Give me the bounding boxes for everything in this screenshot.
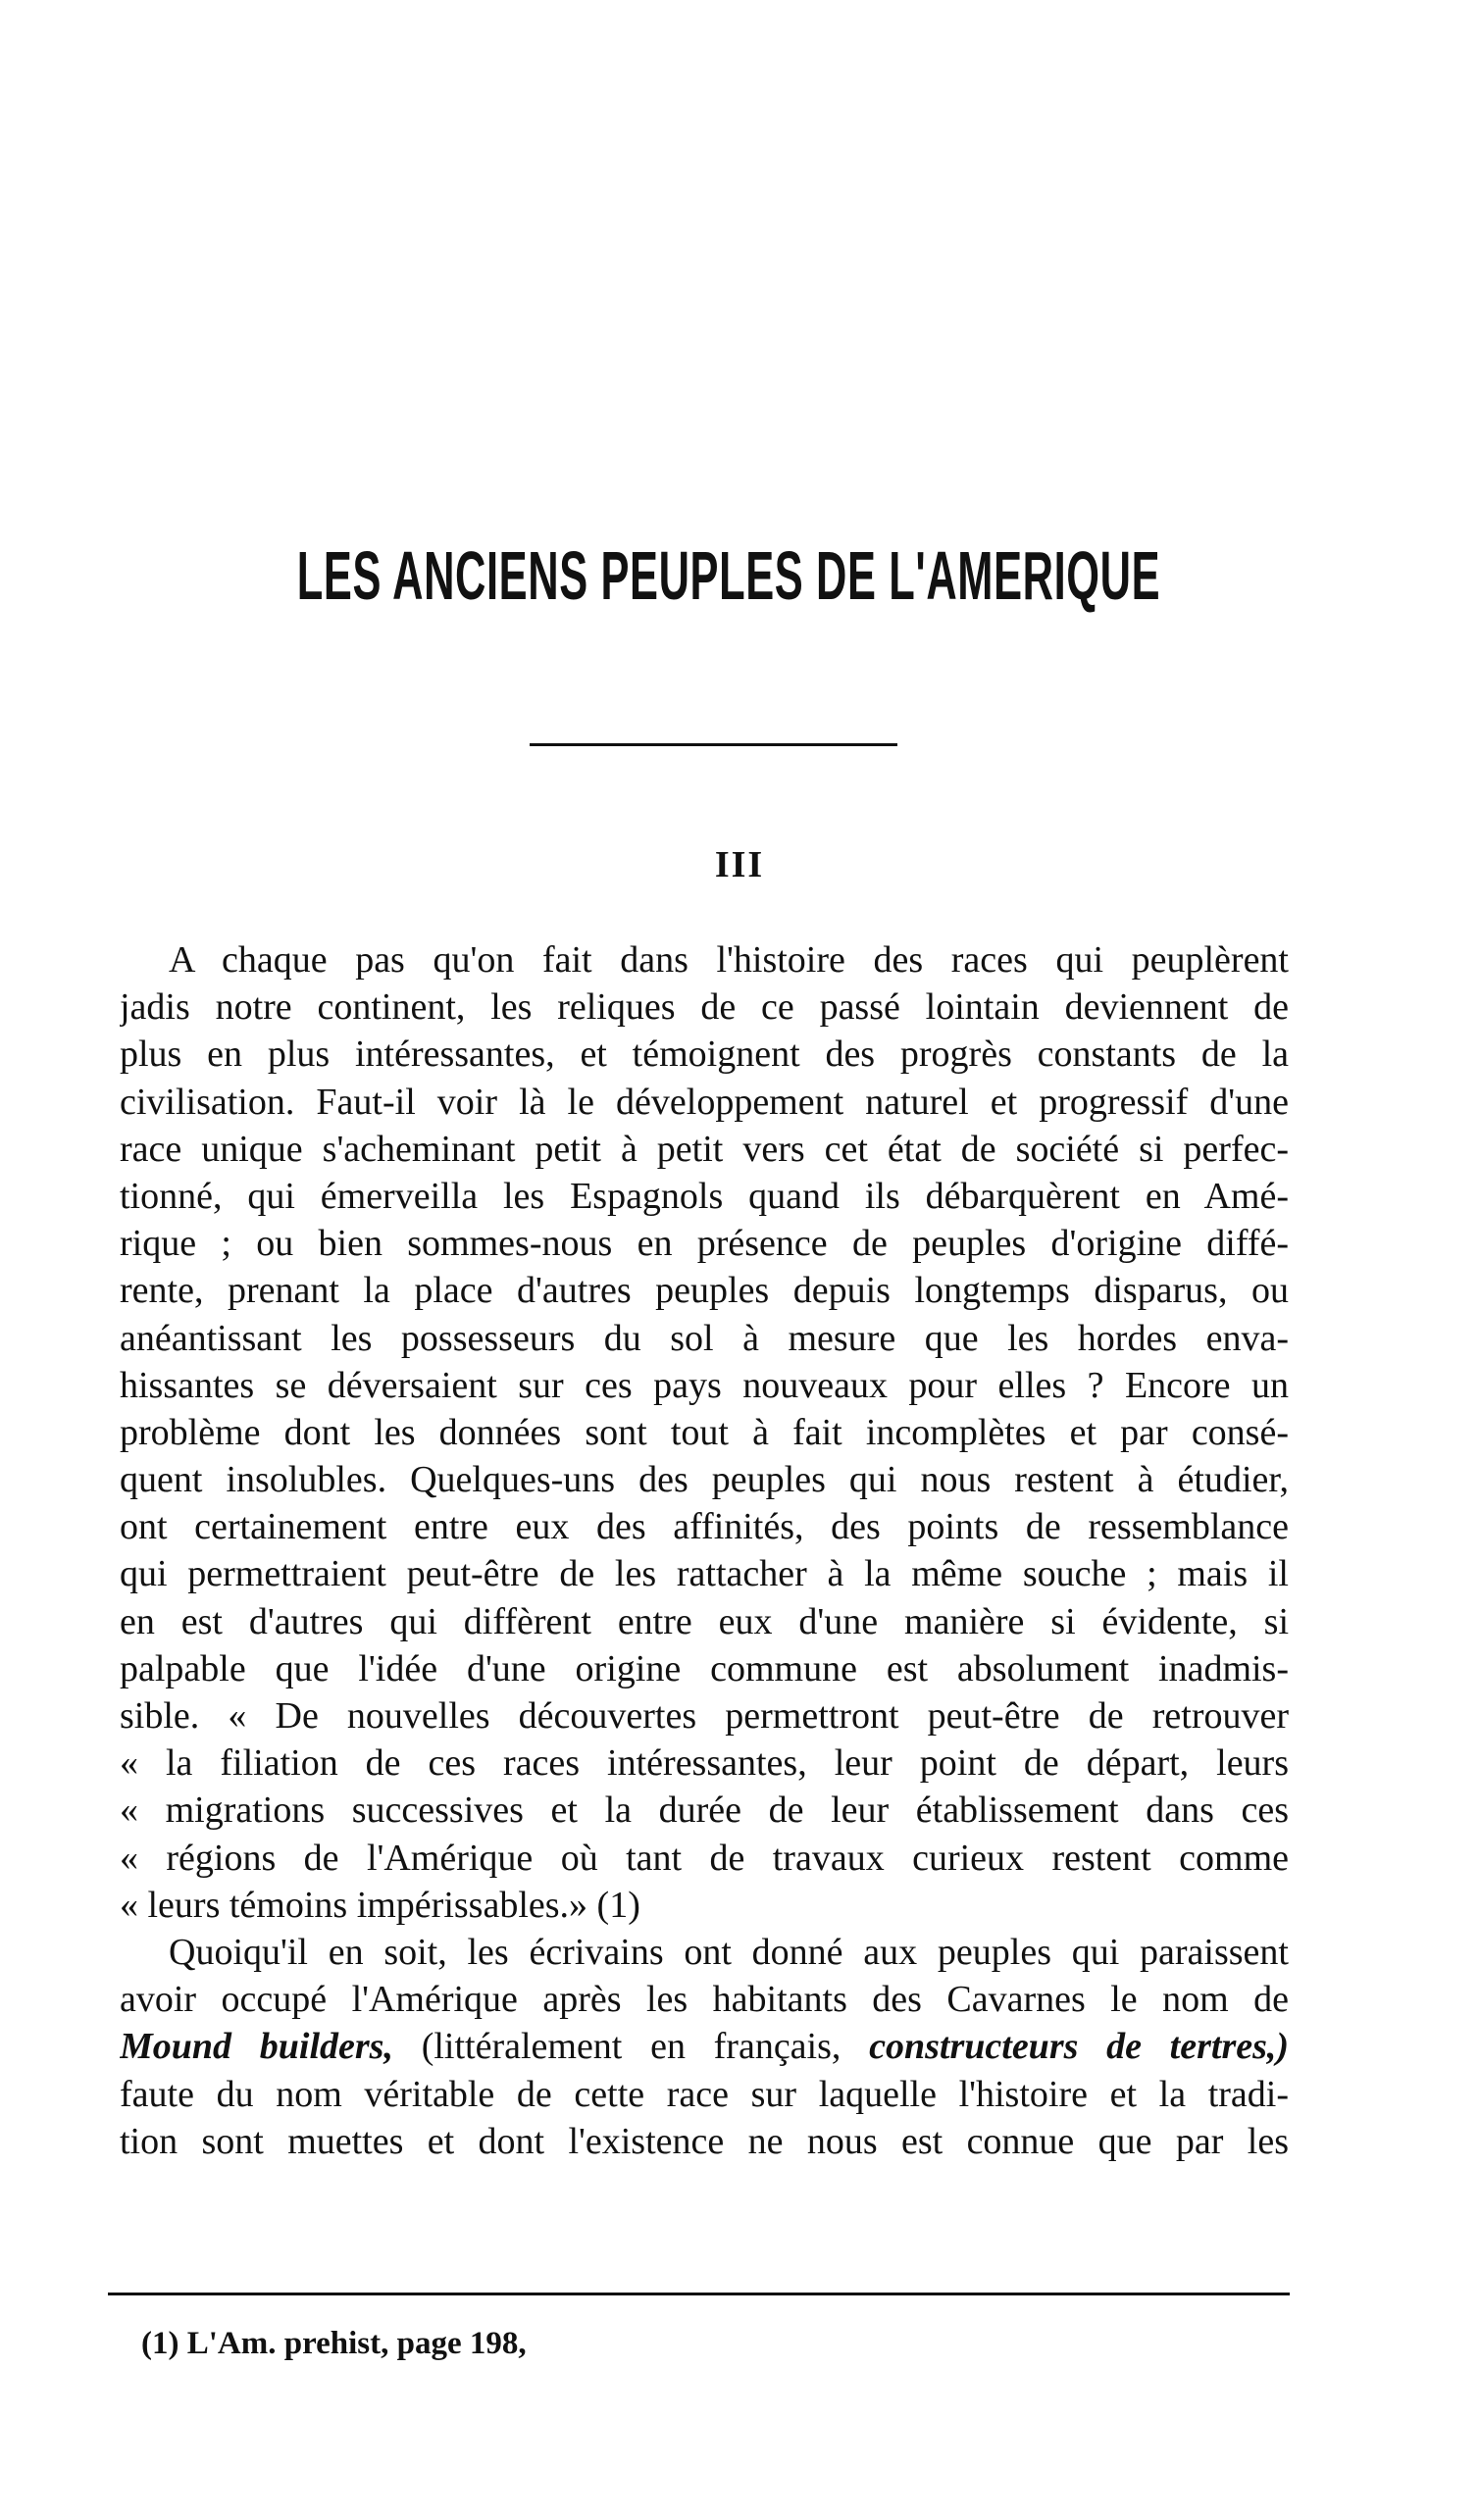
body-text [120, 936, 1289, 2165]
text-line: anéantissant les possesseurs du sol à mesure que les hordes enva- [120, 1317, 1289, 1359]
text-fragment: (littéralement en français, [421, 2026, 842, 2068]
text-line: civilisation. Faut-il voir là le développement naturel et progressif d'une [120, 1081, 1289, 1123]
text-line: problème dont les données sont tout à fait incomplètes et par consé- [120, 1411, 1289, 1453]
text-line: en est d'autres qui diffèrent entre eux d'une manière si évidente, si [120, 1600, 1289, 1642]
text-line: plus en plus intéressantes, et témoignent des progrès constants de la [120, 1033, 1289, 1076]
text-line: « la filiation de ces races intéressantes, leur point de départ, leurs [120, 1742, 1289, 1785]
text-line: Quoiqu'il en soit, les écrivains ont donné aux peuples qui paraissent [169, 1931, 1289, 1973]
text-line: rente, prenant la place d'autres peuples depuis longtemps disparus, ou [120, 1270, 1289, 1312]
text-line: qui permettraient peut-être de les rattacher à la même souche ; mais il [120, 1553, 1289, 1595]
italic-term: Mound builders, [120, 2026, 393, 2068]
text-line: « leurs témoins impérissables.» (1) [120, 1884, 640, 1926]
text-line: avoir occupé l'Amérique après les habitants des Cavarnes le nom de [120, 1979, 1289, 2021]
footnote: (1) L'Am. prehist, page 198, [141, 2326, 527, 2361]
text-line: A chaque pas qu'on fait dans l'histoire des races qui peuplèrent [169, 939, 1289, 981]
text-line: tion sont muettes et dont l'existence ne nous est connue que par les [120, 2120, 1289, 2162]
footnote-divider [108, 2293, 1290, 2295]
text-line: rique ; ou bien sommes-nous en présence de peuples d'origine diffé- [120, 1223, 1289, 1265]
text-line: faute du nom véritable de cette race sur laquelle l'histoire et la tradi- [120, 2073, 1289, 2115]
text-line: « migrations successives et la durée de leur établissement dans ces [120, 1789, 1289, 1832]
text-line: jadis notre continent, les reliques de ce passé lointain deviennent de [120, 986, 1289, 1029]
text-line: sible. « De nouvelles découvertes permettront peut-être de retrouver [120, 1695, 1289, 1737]
text-line: ont certainement entre eux des affinités, des points de ressemblance [120, 1506, 1289, 1548]
page-title: LES ANCIENS PEUPLES DE L'AMERIQUE [296, 537, 1161, 614]
text-line: palpable que l'idée d'une origine commune est absolument inadmis- [120, 1647, 1289, 1689]
text-line: tionné, qui émerveilla les Espagnols quand ils débarquèrent en Amé- [120, 1175, 1289, 1217]
chapter-number: III [714, 844, 765, 885]
italic-term: constructeurs de tertres,) [869, 2026, 1289, 2068]
text-line: hissantes se déversaient sur ces pays nouveaux pour elles ? Encore un [120, 1364, 1289, 1406]
text-line: « régions de l'Amérique où tant de travaux curieux restent comme [120, 1837, 1289, 1879]
title-divider [530, 743, 897, 746]
text-line: quent insolubles. Quelques-uns des peuples qui nous restent à étudier, [120, 1459, 1289, 1501]
text-line: race unique s'acheminant petit à petit vers cet état de société si perfec- [120, 1128, 1289, 1170]
text-line-mixed [120, 2023, 1289, 2070]
